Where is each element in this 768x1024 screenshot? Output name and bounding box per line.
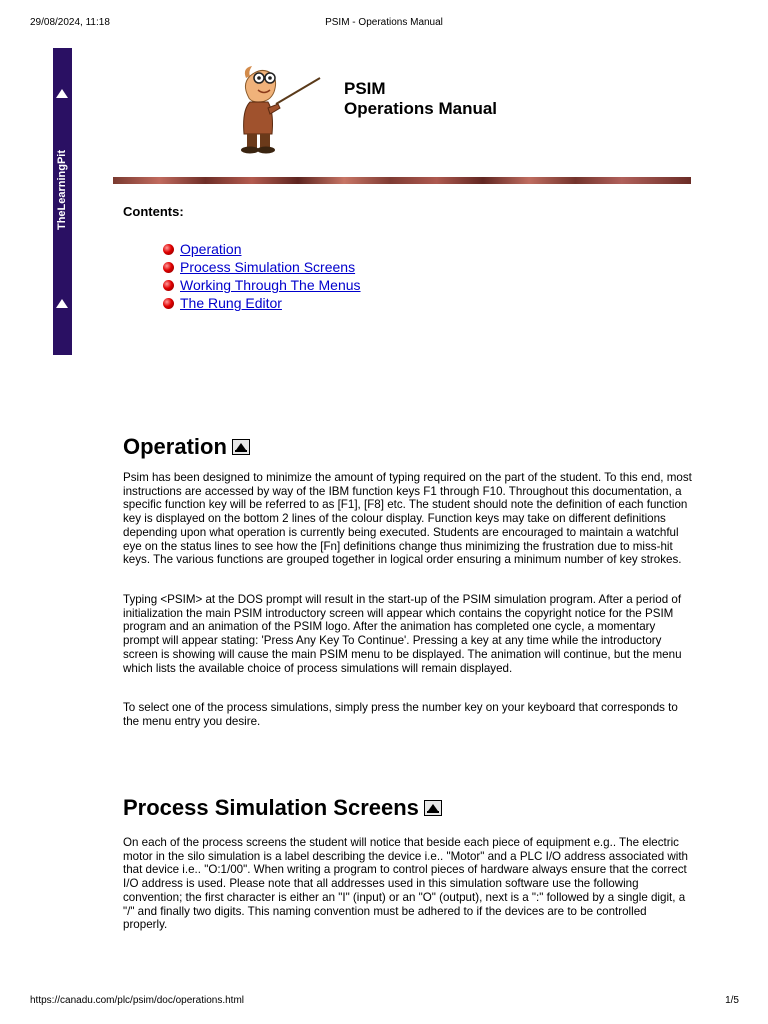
toc-item xyxy=(163,240,361,258)
back-to-top-icon[interactable] xyxy=(424,800,442,816)
paragraph: Psim has been designed to minimize the amount of typing required on the part of the student. To this end, most instructions are accessed by way of the IBM function keys F1 through F10. Throughout this documentation, a specific function key will be referred to as [F1], [F8] etc. The student should note the definition of each function key is displayed on the bottom 2 lines of the colour display. Function keys may take on different definitions depending upon what operation is currently being executed. Students are encouraged to maintain a watchful eye on the status lines to see how the [Fn] definitions change thus minimizing the frustration due to miss-hit keys. The various functions are grouped together in logical order ensuring a minimum number of key strokes. xyxy=(123,471,692,567)
decorative-divider xyxy=(113,177,691,184)
toc-item xyxy=(163,294,361,312)
red-ball-bullet-icon xyxy=(163,262,174,273)
section-heading-operation xyxy=(123,434,250,460)
teacher-with-pointer-icon xyxy=(228,58,322,154)
section-title: Operation xyxy=(123,434,227,459)
section-title: Process Simulation Screens xyxy=(123,795,419,820)
up-arrow-icon[interactable] xyxy=(56,299,68,308)
toc-item xyxy=(163,258,361,276)
learning-pit-sidebar xyxy=(53,48,72,355)
paragraph: To select one of the process simulations, simply press the number key on your keyboard that corresponds to the menu entry you desire. xyxy=(123,701,678,728)
sidebar-brand: TheLearningPit xyxy=(56,149,68,231)
red-ball-bullet-icon xyxy=(163,298,174,309)
section-heading-process-simulation-screens xyxy=(123,795,442,821)
red-ball-bullet-icon xyxy=(163,280,174,291)
toc-link-working-through-the-menus[interactable]: Working Through The Menus xyxy=(180,277,361,293)
print-url: https://canadu.com/plc/psim/doc/operations.html xyxy=(30,995,244,1006)
table-of-contents xyxy=(163,240,361,312)
up-arrow-icon[interactable] xyxy=(56,89,68,98)
print-title: PSIM - Operations Manual xyxy=(325,17,443,28)
paragraph: Typing <PSIM> at the DOS prompt will result in the start-up of the PSIM simulation program. After a period of initialization the main PSIM introductory screen will appear which contains the copyright notice for the PSIM program and an animation of the PSIM logo. After the animation has completed one cycle, a momentary prompt will appear stating: 'Press Any Key To Continue'. Pressing a key at any time while the introductory screen is showing will cause the main PSIM menu to be displayed. The animation will continue, but the menu which lists the available choice of process simulations will remain displayed. xyxy=(123,593,682,675)
print-date: 29/08/2024, 11:18 xyxy=(30,17,110,28)
back-to-top-icon[interactable] xyxy=(232,439,250,455)
title-line-1: PSIM xyxy=(344,79,386,98)
contents-label: Contents: xyxy=(123,204,184,219)
toc-link-the-rung-editor[interactable]: The Rung Editor xyxy=(180,295,282,311)
paragraph: On each of the process screens the student will notice that beside each piece of equipment e.g.. The electric motor in the silo simulation is a label describing the device i.e.. "Motor" and a PLC I/O address associated with that device i.e.. "O:1/00". When writing a program to control pieces of hardware always ensure that the correct I/O address is used. Please note that all addresses used in this simulation software use the following convention; the first character is either an "I" (input) or an "O" (output), next is a ":" followed by a single digit, a "/" and finally two digits. This naming convention must be adhered to if the devices are to be controlled properly. xyxy=(123,836,689,932)
toc-link-operation[interactable]: Operation xyxy=(180,241,242,257)
print-page-number: 1/5 xyxy=(725,995,739,1006)
title-line-2: Operations Manual xyxy=(344,99,498,118)
document-title xyxy=(344,79,497,119)
toc-item xyxy=(163,276,361,294)
red-ball-bullet-icon xyxy=(163,244,174,255)
toc-link-process-simulation-screens[interactable]: Process Simulation Screens xyxy=(180,259,356,275)
